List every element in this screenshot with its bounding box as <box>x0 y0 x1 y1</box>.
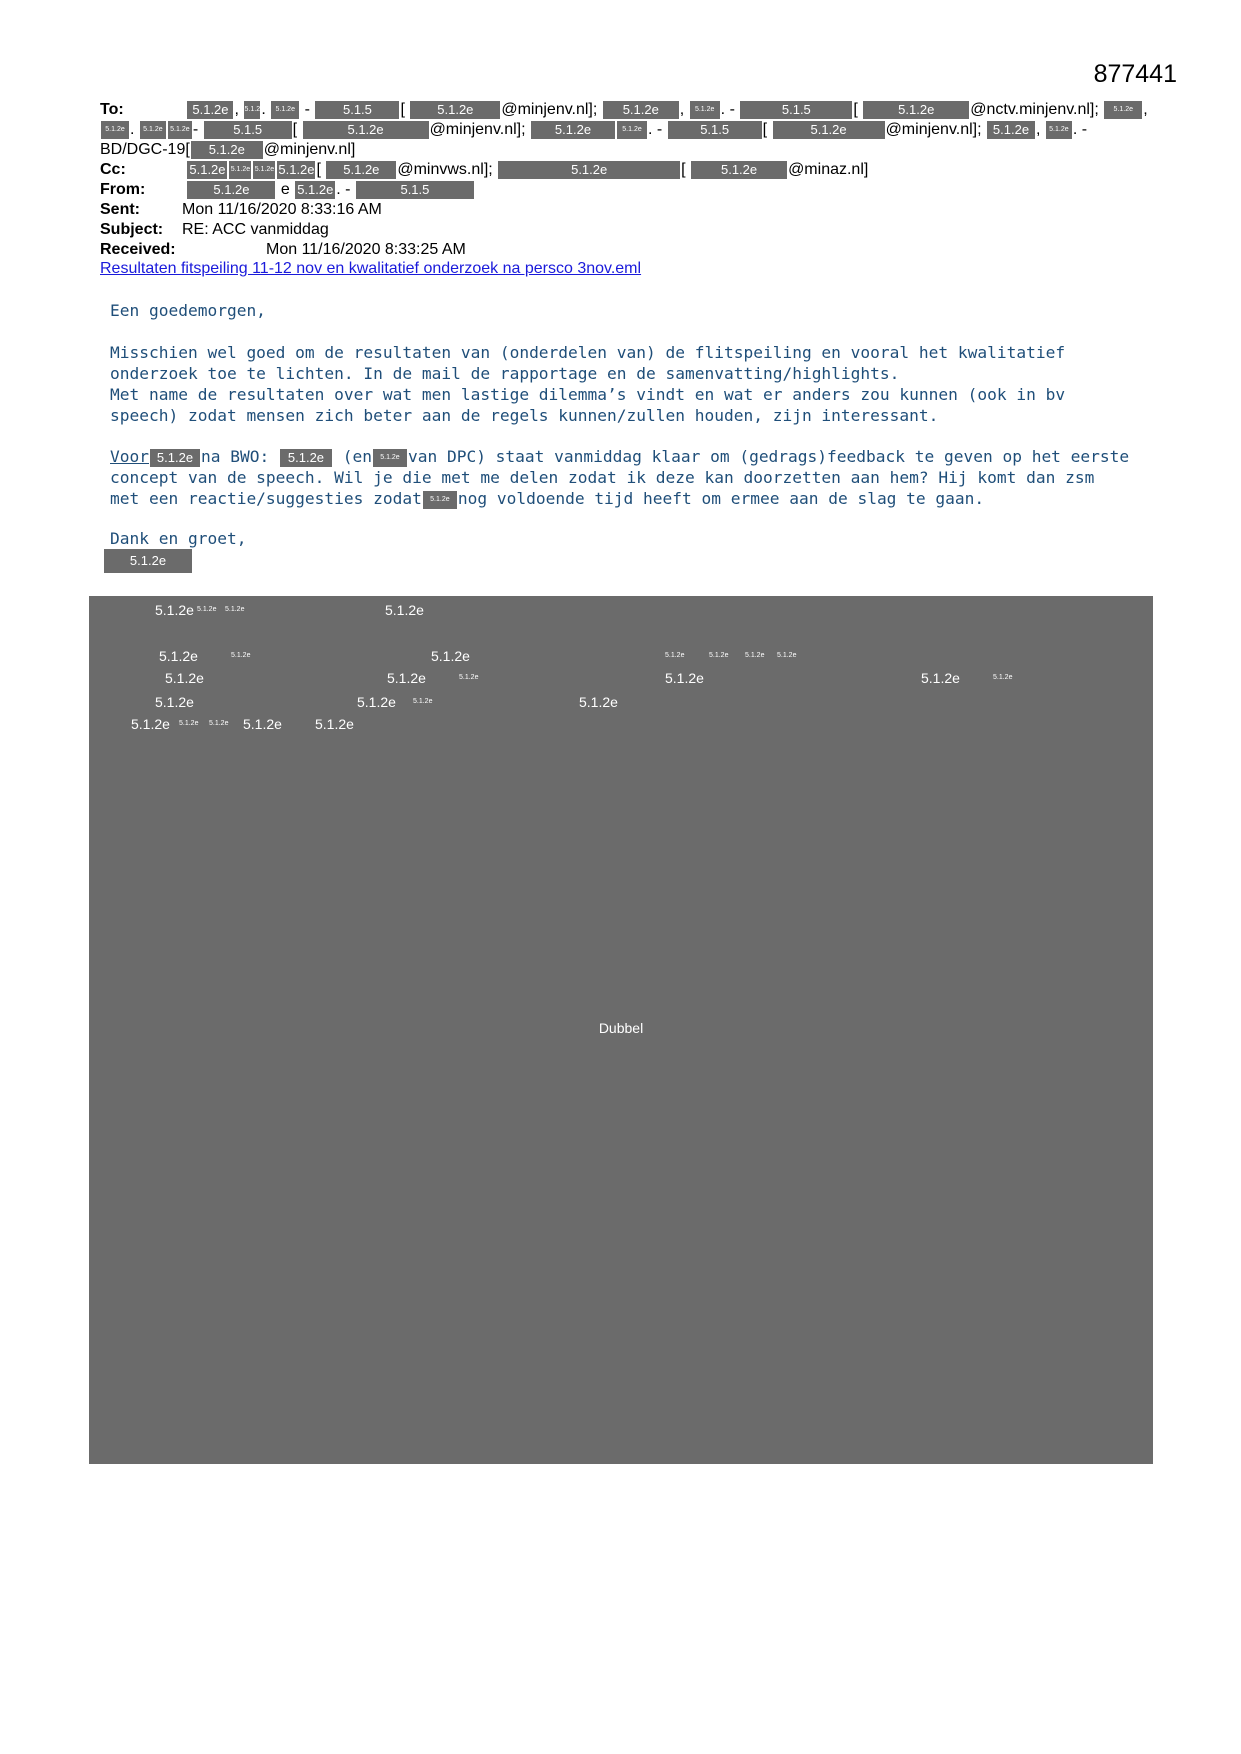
email-domain: @minvws.nl]; <box>397 161 493 178</box>
received-label: Received: <box>100 241 176 258</box>
redaction: 5.1.2e <box>140 121 166 139</box>
subject-line <box>100 220 1160 240</box>
redaction: 5.1.2e <box>863 101 969 119</box>
redacted-block-label: Dubbel <box>598 1020 644 1036</box>
closing-block <box>110 528 1130 573</box>
redaction: 5.1.5 <box>204 121 292 139</box>
redaction: 5.1.2e <box>278 161 315 177</box>
redaction: 5.1.2e <box>690 101 720 119</box>
email-fragment: BD/DGC-19[ <box>100 141 190 158</box>
redaction-code: 5.1.2e <box>459 674 479 681</box>
redaction-code: 5.1.2e <box>357 694 396 710</box>
redaction-code: 5.1.2e <box>777 652 797 659</box>
subject-label: Subject: <box>100 221 164 238</box>
redaction: 5.1.2e <box>498 161 680 179</box>
redaction-code: 5.1.2e <box>921 670 960 686</box>
to-line: To: 5.1.2e , 5.1.2. 5.1.2e - 5.1.5 [ 5.1.2e @minjenv.nl]; 5.1.2e , 5.1.2e . - 5.1.5 [ 5.1.2e @nctv.minjenv.nl]; 5.1.2e , <box>100 101 1148 118</box>
redaction: 5.1.2e <box>1104 101 1142 119</box>
redaction-code: 5.1.2e <box>431 648 470 664</box>
to-label: To: <box>100 101 124 118</box>
redaction: 5.1.2e <box>773 121 885 139</box>
email-domain: @minjenv.nl]; <box>885 121 982 138</box>
redaction-code: 5.1.2e <box>197 606 217 613</box>
redaction: 5.1.2e <box>229 161 251 179</box>
redaction-code: 5.1.2e <box>665 670 704 686</box>
redaction: 5.1.2e <box>101 121 129 139</box>
to-line-end <box>100 140 1160 160</box>
email-body <box>110 300 1130 321</box>
received-line <box>100 240 1160 260</box>
redaction: 5.1.5 <box>315 101 399 119</box>
redaction: 5.1.2e <box>253 161 275 179</box>
redaction-code: 5.1.2e <box>131 716 170 732</box>
from-fragment: e <box>280 181 290 198</box>
voor-link[interactable] <box>110 447 201 466</box>
redaction: 5.1.2e <box>326 161 396 179</box>
redaction: 5.1.2e <box>187 181 275 199</box>
paragraph-text: Met name de resultaten over wat men lastige dilemma’s vindt en wat er anders zou kunnen (ook in bv speech) zodat mensen zich beter aan de regels kunnen/zullen houden, zijn interessant. <box>110 385 1066 425</box>
cc-line: Cc: 5.1.2e 5.1.2e 5.1.2e 5.1.2e [ 5.1.2e @minvws.nl]; 5.1.2e [ 5.1.2e @minaz.nl] <box>100 161 869 178</box>
redaction-code: 5.1.2e <box>155 602 194 618</box>
from-label: From: <box>100 181 146 198</box>
closing: Dank en groet, <box>110 529 247 548</box>
redaction-code: 5.1.2e <box>745 652 765 659</box>
redaction-code: 5.1.2e <box>225 606 245 613</box>
email-domain: @minjenv.nl] <box>263 141 356 158</box>
paragraph-text: van DPC) staat vanmiddag klaar om (gedrags)feedback te geven op het eerste concept van de speech. Wil je die met me delen zodat ik deze kan doorzetten aan hem? Hij komt dan zsm met een reactie/suggesties zodat <box>110 447 1130 508</box>
redaction-code: 5.1.2e <box>665 652 685 659</box>
redaction: 5.1.2e <box>691 161 787 179</box>
redaction: 5.1.5 <box>356 181 474 199</box>
sent-value: Mon 11/16/2020 8:33:16 AM <box>182 201 382 218</box>
redacted-block <box>89 596 1153 1464</box>
redaction-code: 5.1.2e <box>159 648 198 664</box>
redaction-code: 5.1.2e <box>993 674 1013 681</box>
redaction: 5.1.2e <box>168 121 192 139</box>
paragraph-text: Misschien wel goed om de resultaten van (onderdelen van) de flitspeiling en vooral het kwalitatief onderzoek toe te lichten. In de mail de rapportage en de samenvatting/highlights. <box>110 343 1066 383</box>
from-line: From: 5.1.2e e 5.1.2e . - 5.1.5 <box>100 180 1160 200</box>
signature-redaction: 5.1.2e <box>104 549 192 573</box>
redaction: 5.1.5 <box>668 121 762 139</box>
redaction: 5.1.2e <box>410 101 500 119</box>
document-number: 877441 <box>1093 60 1177 88</box>
redaction: 5.1.2e <box>603 101 679 119</box>
paragraph-1 <box>110 342 1130 426</box>
redaction: 5.1.2e <box>191 141 263 159</box>
redaction-code: 5.1.2e <box>231 652 251 659</box>
redaction: 5.1.2 <box>244 101 260 119</box>
email-domain: @minjenv.nl]; <box>501 101 598 118</box>
redaction: 5.1.2e <box>280 449 332 467</box>
redaction: 5.1.2e <box>271 101 299 119</box>
redaction: 5.1.5 <box>740 101 852 119</box>
redaction-code: 5.1.2e <box>579 694 618 710</box>
redaction: 5.1.2e <box>617 121 647 139</box>
email-domain: @minjenv.nl]; <box>429 121 526 138</box>
redaction-code: 5.1.2e <box>243 716 282 732</box>
subject-value: RE: ACC vanmiddag <box>182 221 329 238</box>
attachment-link[interactable]: Resultaten fitspeiling 11-12 nov en kwalitatief onderzoek na persco 3nov.eml <box>100 260 642 277</box>
received-value: Mon 11/16/2020 8:33:25 AM <box>266 241 466 258</box>
paragraph-3 <box>110 446 1130 509</box>
redaction: 5.1.2e <box>1046 121 1072 139</box>
en-text: (en <box>342 447 372 466</box>
sent-line <box>100 200 1160 220</box>
redaction-code: 5.1.2e <box>155 694 194 710</box>
redaction-code: 5.1.2e <box>209 720 229 727</box>
cc-label: Cc: <box>100 161 126 178</box>
redaction: 5.1.2e <box>987 121 1035 139</box>
redaction-code: 5.1.2e <box>179 720 199 727</box>
redaction: 5.1.2e <box>303 121 429 139</box>
email-domain: @minaz.nl] <box>788 161 869 178</box>
voor-text: Voor <box>110 447 149 466</box>
paragraph-text: nog voldoende tijd heeft om ermee aan de slag te gaan. <box>457 489 985 508</box>
redaction: 5.1.2e <box>531 121 615 139</box>
redaction-code: 5.1.2e <box>385 602 424 618</box>
sent-label: Sent: <box>100 201 140 218</box>
redaction: 5.1.2e <box>373 449 407 467</box>
redaction: 5.1.2e <box>423 491 457 509</box>
greeting: Een goedemorgen, <box>110 301 266 320</box>
redaction: 5.1.2e <box>150 449 200 467</box>
to-line-continued: 5.1.2e . 5.1.2e 5.1.2e - 5.1.5 [ 5.1.2e @minjenv.nl]; 5.1.2e 5.1.2e . - 5.1.5 [ 5.1.2e @minjenv.nl]; 5.1.2e , 5.1.2e . - <box>100 120 1160 140</box>
redaction: 5.1.2e <box>297 181 334 197</box>
redaction: 5.1.2e <box>187 101 233 119</box>
redaction: 5.1.2e <box>189 161 226 177</box>
redaction-code: 5.1.2e <box>165 670 204 686</box>
redaction-code: 5.1.2e <box>315 716 354 732</box>
bwo-text: na BWO: <box>200 447 270 466</box>
redaction-code: 5.1.2e <box>387 670 426 686</box>
redaction-code: 5.1.2e <box>709 652 729 659</box>
redaction-code: 5.1.2e <box>413 698 433 705</box>
email-domain: @nctv.minjenv.nl]; <box>970 101 1099 118</box>
